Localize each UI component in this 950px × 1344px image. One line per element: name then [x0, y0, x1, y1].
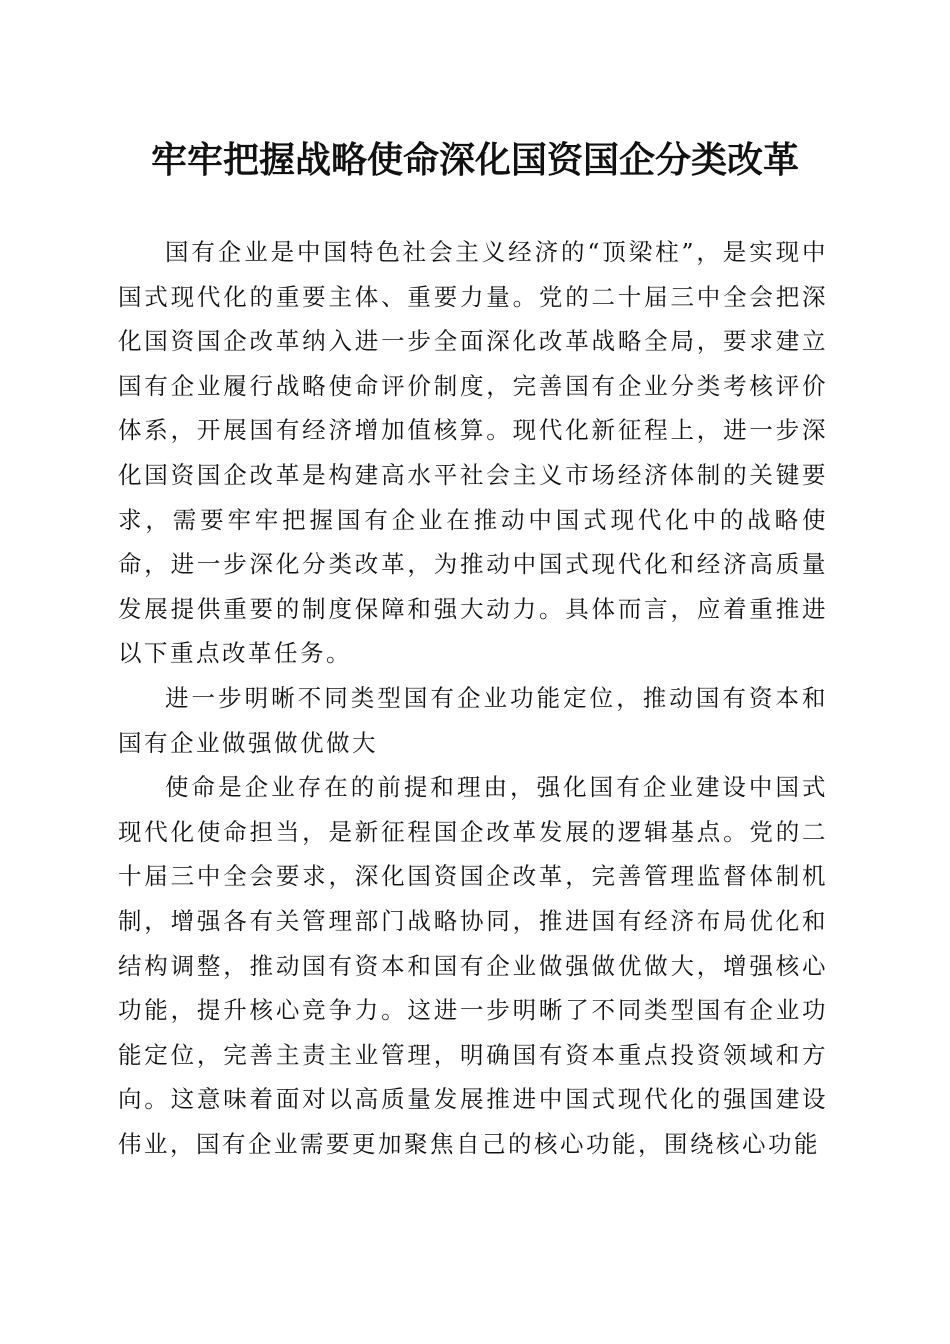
section-heading: 进一步明晰不同类型国有企业功能定位，推动国有资本和国有企业做强做优做大	[118, 683, 828, 757]
paragraph-intro: 国有企业是中国特色社会主义经济的“顶梁柱”，是实现中国式现代化的重要主体、重要力量。党的二十届三中全会把深化国资国企改革纳入进一步全面深化改革战略全局，要求建立国有企业履行战略使命评价制度，完善国有企业分类考核评价体系，开展国有经济增加值核算。现代化新征程上，进一步深化国资国企改革是构建高水平社会主义市场经济体制的关键要求，需要牢牢把握国有企业在推动中国式现代化中的战略使命，进一步深化分类改革，为推动中国式现代化和经济高质量发展提供重要的制度保障和强大动力。具体而言，应着重推进以下重点改革任务。	[118, 238, 828, 668]
document-title: 牢牢把握战略使命深化国资国企分类改革	[150, 139, 799, 181]
document-body	[118, 230, 828, 1166]
paragraph-mission: 使命是企业存在的前提和理由，强化国有企业建设中国式现代化使命担当，是新征程国企改革发展的逻辑基点。党的二十届三中全会要求，深化国资国企改革，完善管理监督体制机制，增强各有关管理部门战略协同，推进国有经济布局优化和结构调整，推动国有资本和国有企业做强做优做大，增强核心功能，提升核心竞争力。这进一步明晰了不同类型国有企业功能定位，完善主责主业管理，明确国有资本重点投资领域和方向。这意味着面对以高质量发展推进中国式现代化的强国建设伟业，国有企业需要更加聚焦自己的核心功能，围绕核心功能	[118, 773, 828, 1158]
